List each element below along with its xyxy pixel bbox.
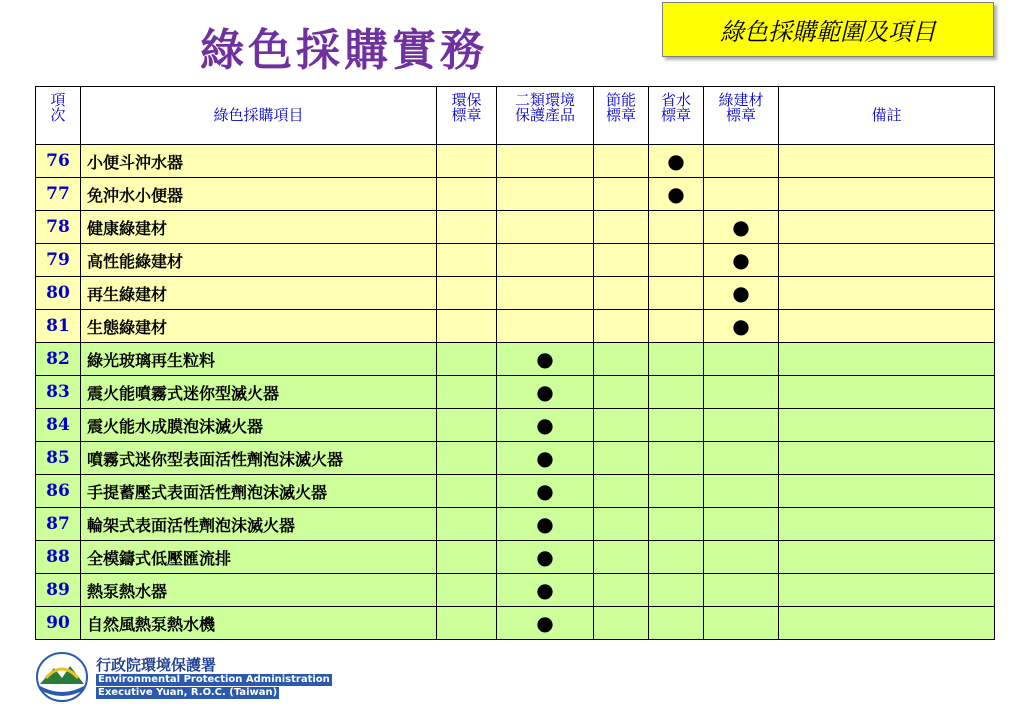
row-number: 90 [36,607,81,640]
cell-remark [779,145,995,178]
cell-energy-label [594,574,649,607]
cell-energy-label [594,244,649,277]
table-row [36,541,995,574]
cell-eco-label [437,541,497,574]
table-header-row [36,87,995,145]
header-water-label [649,87,704,145]
cell-water-label [649,343,704,376]
row-number: 89 [36,574,81,607]
table-row [36,211,995,244]
header-no [36,87,81,145]
cell-remark [779,244,995,277]
cell-water-label [649,211,704,244]
cell-energy-label [594,475,649,508]
header-energy-line2: 標章 [605,106,636,124]
row-item-name: 全模鑄式低壓匯流排 [81,541,437,574]
header-eco-label-line1: 環保 [451,91,482,109]
cell-water-label [649,574,704,607]
header-no-line2: 次 [50,106,66,124]
cell-eco-label [437,508,497,541]
cell-eco-label [437,343,497,376]
row-number: 81 [36,310,81,343]
header-green-building-label [704,87,779,145]
cell-energy-label [594,145,649,178]
cell-type2-product: ● [497,376,594,409]
table-row [36,574,995,607]
cell-eco-label [437,409,497,442]
cell-type2-product [497,310,594,343]
table-row [36,277,995,310]
cell-green-building-label [704,442,779,475]
org-name-en-line2: Executive Yuan, R.O.C. (Taiwan) [98,687,278,698]
cell-energy-label [594,409,649,442]
row-item-name: 噴霧式迷你型表面活性劑泡沫滅火器 [81,442,437,475]
cell-eco-label [437,310,497,343]
cell-type2-product [497,277,594,310]
row-item-name: 健康綠建材 [81,211,437,244]
cell-energy-label [594,277,649,310]
cell-remark [779,310,995,343]
cell-green-building-label [704,574,779,607]
cell-water-label [649,244,704,277]
header-energy-label [594,87,649,145]
cell-remark [779,442,995,475]
table-row [36,244,995,277]
cell-green-building-label [704,376,779,409]
table-row [36,376,995,409]
row-number: 76 [36,145,81,178]
cell-remark [779,475,995,508]
cell-eco-label [437,574,497,607]
cell-energy-label [594,508,649,541]
row-item-name: 生態綠建材 [81,310,437,343]
row-item-name: 震火能噴霧式迷你型滅火器 [81,376,437,409]
row-item-name: 高性能綠建材 [81,244,437,277]
cell-water-label: ● [649,145,704,178]
row-item-name: 手提蓄壓式表面活性劑泡沫滅火器 [81,475,437,508]
cell-energy-label [594,343,649,376]
cell-type2-product: ● [497,574,594,607]
cell-water-label: ● [649,178,704,211]
cell-green-building-label [704,145,779,178]
cell-eco-label [437,244,497,277]
row-number: 83 [36,376,81,409]
header-green-building-line2: 標章 [725,106,756,124]
cell-green-building-label: ● [704,310,779,343]
table-row [36,343,995,376]
epa-logo-icon [36,652,88,702]
cell-type2-product: ● [497,409,594,442]
cell-type2-product [497,244,594,277]
cell-energy-label [594,376,649,409]
cell-remark [779,277,995,310]
cell-green-building-label [704,475,779,508]
cell-water-label [649,277,704,310]
table-row [36,508,995,541]
cell-type2-product: ● [497,607,594,640]
table-row [36,310,995,343]
cell-water-label [649,310,704,343]
row-number: 87 [36,508,81,541]
cell-water-label [649,541,704,574]
row-number: 85 [36,442,81,475]
cell-eco-label [437,277,497,310]
cell-energy-label [594,178,649,211]
footer [36,652,336,704]
cell-water-label [649,508,704,541]
header-type2-product [497,87,594,145]
cell-green-building-label: ● [704,211,779,244]
cell-energy-label [594,310,649,343]
cell-type2-product [497,178,594,211]
header-water-line2: 標章 [660,106,691,124]
cell-remark [779,607,995,640]
header-water-line1: 省水 [660,91,691,109]
org-name-en-line1: Environmental Protection Administration [98,674,330,685]
table-row [36,145,995,178]
header-eco-label-line2: 標章 [451,106,482,124]
page-title: 綠色採購實務 [200,25,488,76]
cell-eco-label [437,178,497,211]
cell-type2-product: ● [497,541,594,574]
cell-remark [779,508,995,541]
cell-water-label [649,475,704,508]
row-item-name: 免沖水小便器 [81,178,437,211]
cell-remark [779,343,995,376]
header-item: 綠色採購項目 [81,87,437,145]
cell-remark [779,376,995,409]
header-no-line1: 項 [50,91,66,109]
table-body [36,145,995,640]
cell-green-building-label [704,409,779,442]
cell-water-label [649,442,704,475]
header-type2-line2: 保護產品 [514,106,575,124]
cell-eco-label [437,442,497,475]
cell-green-building-label [704,343,779,376]
cell-green-building-label: ● [704,244,779,277]
cell-remark [779,178,995,211]
org-name-cn: 行政院環境保護署 [96,656,217,674]
row-number: 77 [36,178,81,211]
row-item-name: 熱泵熱水器 [81,574,437,607]
cell-remark [779,211,995,244]
cell-energy-label [594,607,649,640]
cell-green-building-label [704,178,779,211]
cell-energy-label [594,442,649,475]
cell-type2-product: ● [497,442,594,475]
cell-remark [779,574,995,607]
row-item-name: 綠光玻璃再生粒料 [81,343,437,376]
cell-type2-product [497,211,594,244]
row-number: 78 [36,211,81,244]
table-row [36,607,995,640]
table-row [36,442,995,475]
cell-water-label [649,607,704,640]
row-item-name: 自然風熱泵熱水機 [81,607,437,640]
header-energy-line1: 節能 [605,91,636,109]
cell-type2-product: ● [497,508,594,541]
cell-type2-product [497,145,594,178]
row-item-name: 震火能水成膜泡沫滅火器 [81,409,437,442]
cell-green-building-label [704,607,779,640]
header-remark: 備註 [779,87,995,145]
row-item-name: 小便斗沖水器 [81,145,437,178]
scope-label-box [662,2,994,57]
table-row [36,475,995,508]
cell-energy-label [594,541,649,574]
row-number: 79 [36,244,81,277]
row-number: 84 [36,409,81,442]
cell-remark [779,409,995,442]
cell-remark [779,541,995,574]
scope-label: 綠色採購範圍及項目 [720,18,936,46]
cell-eco-label [437,145,497,178]
cell-green-building-label [704,508,779,541]
header-type2-line1: 二類環境 [514,91,575,109]
row-item-name: 輪架式表面活性劑泡沫滅火器 [81,508,437,541]
cell-water-label [649,409,704,442]
table-row [36,409,995,442]
cell-type2-product: ● [497,475,594,508]
cell-eco-label [437,607,497,640]
row-number: 82 [36,343,81,376]
cell-type2-product: ● [497,343,594,376]
cell-energy-label [594,211,649,244]
row-number: 88 [36,541,81,574]
header-green-building-line1: 綠建材 [718,91,764,109]
header-eco-label [437,87,497,145]
row-number: 86 [36,475,81,508]
cell-eco-label [437,376,497,409]
row-item-name: 再生綠建材 [81,277,437,310]
cell-green-building-label [704,541,779,574]
row-number: 80 [36,277,81,310]
cell-eco-label [437,211,497,244]
cell-green-building-label: ● [704,277,779,310]
cell-eco-label [437,475,497,508]
table-row [36,178,995,211]
cell-water-label [649,376,704,409]
procurement-table [35,86,995,640]
